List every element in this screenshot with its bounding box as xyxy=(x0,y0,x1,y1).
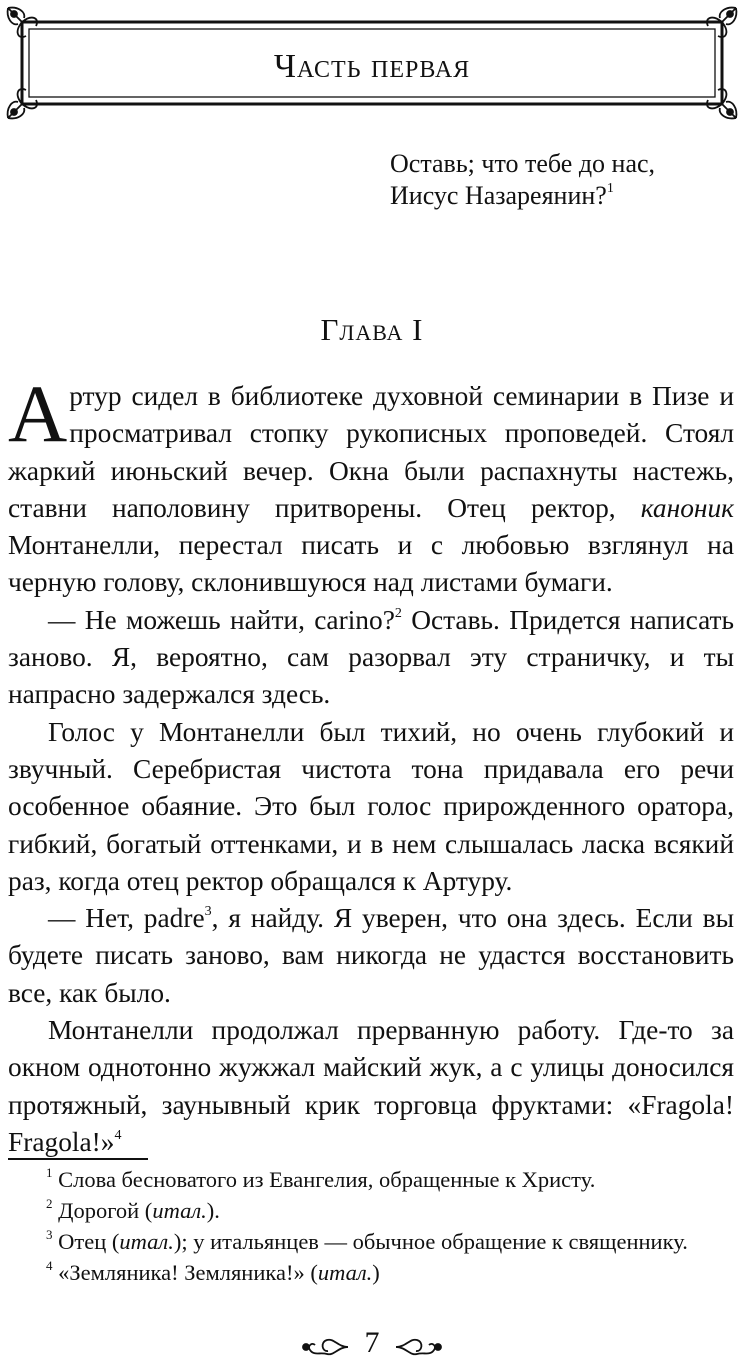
footnote-ref[interactable]: 4 xyxy=(114,1127,122,1143)
chapter-body xyxy=(8,368,735,1161)
part-header-frame xyxy=(4,4,740,122)
footnote-4: $^4$ «Земляника! Земляника!» (итал.) xyxy=(46,1257,380,1285)
footnote-divider xyxy=(8,1158,148,1160)
footnote-ref[interactable]: 1 xyxy=(606,181,614,197)
footnote-1: $^1$ Слова бесноватого из Евангелия, обращенные к Христу. xyxy=(46,1164,596,1192)
footnotes xyxy=(8,1164,716,1288)
page-number-flourish-icon xyxy=(394,1332,444,1362)
epigraph-line-1: Оставь; что тебе до нас, xyxy=(390,149,656,178)
footnote-3: $^3$ Отец (итал.); у итальянцев — обычное обращение к священнику. xyxy=(46,1226,688,1254)
paragraph: — Нет, padre$^3$, я найду. Я уверен, что она здесь. Если вы будете писать заново, вам никогда не удастся восстановить все, как было. xyxy=(8,903,735,1008)
paragraph: — Не можешь найти, carino?$^2$ Оставь. Придется написать заново. Я, вероятно, сам разорвал эту страничку, и ты напрасно задержался здесь. xyxy=(8,604,734,710)
paragraph: Артур сидел в библиотеке духовной семинарии в Пизе и просматривал стопку рукописных проповедей. Стоял жаркий июньский вечер. Окна были распахнуты настежь, ставни наполовину притворены. Отец ректор, каноник Монтанелли, перестал писать и с любовью взглянул на черную голову, склонившуюся над листами бумаги. xyxy=(8,368,734,598)
footnote-2: $^2$ Дорогой (итал.). xyxy=(46,1195,220,1223)
epigraph xyxy=(390,148,730,212)
page-number: 7 xyxy=(364,1326,380,1359)
footnote-ref[interactable]: 2 xyxy=(394,605,402,621)
drop-cap: А xyxy=(8,368,68,459)
footnote-ref[interactable]: 3 xyxy=(204,904,212,920)
chapter-title: Глава I xyxy=(320,312,424,347)
paragraph: Монтанелли продолжал прерванную работу. Где-то за окном однотонно жужжал майский жук, а с улицы доносился протяжный, заунывный крик торговца фруктами: «Fragola! Fragola!»$^4$ xyxy=(8,1015,734,1157)
part-title: Часть первая xyxy=(273,48,471,85)
paragraph: Голос у Монтанелли был тихий, но очень глубокий и звучный. Серебристая чистота тона придавала его речи особенное обаяние. Это был голос прирожденного оратора, гибкий, богатый оттенками, и в нем слышалась ласка всякий раз, когда отец ректор обращался к Артуру. xyxy=(8,716,734,896)
epigraph-line-2: Иисус Назареянин?$^1$ xyxy=(390,181,614,210)
